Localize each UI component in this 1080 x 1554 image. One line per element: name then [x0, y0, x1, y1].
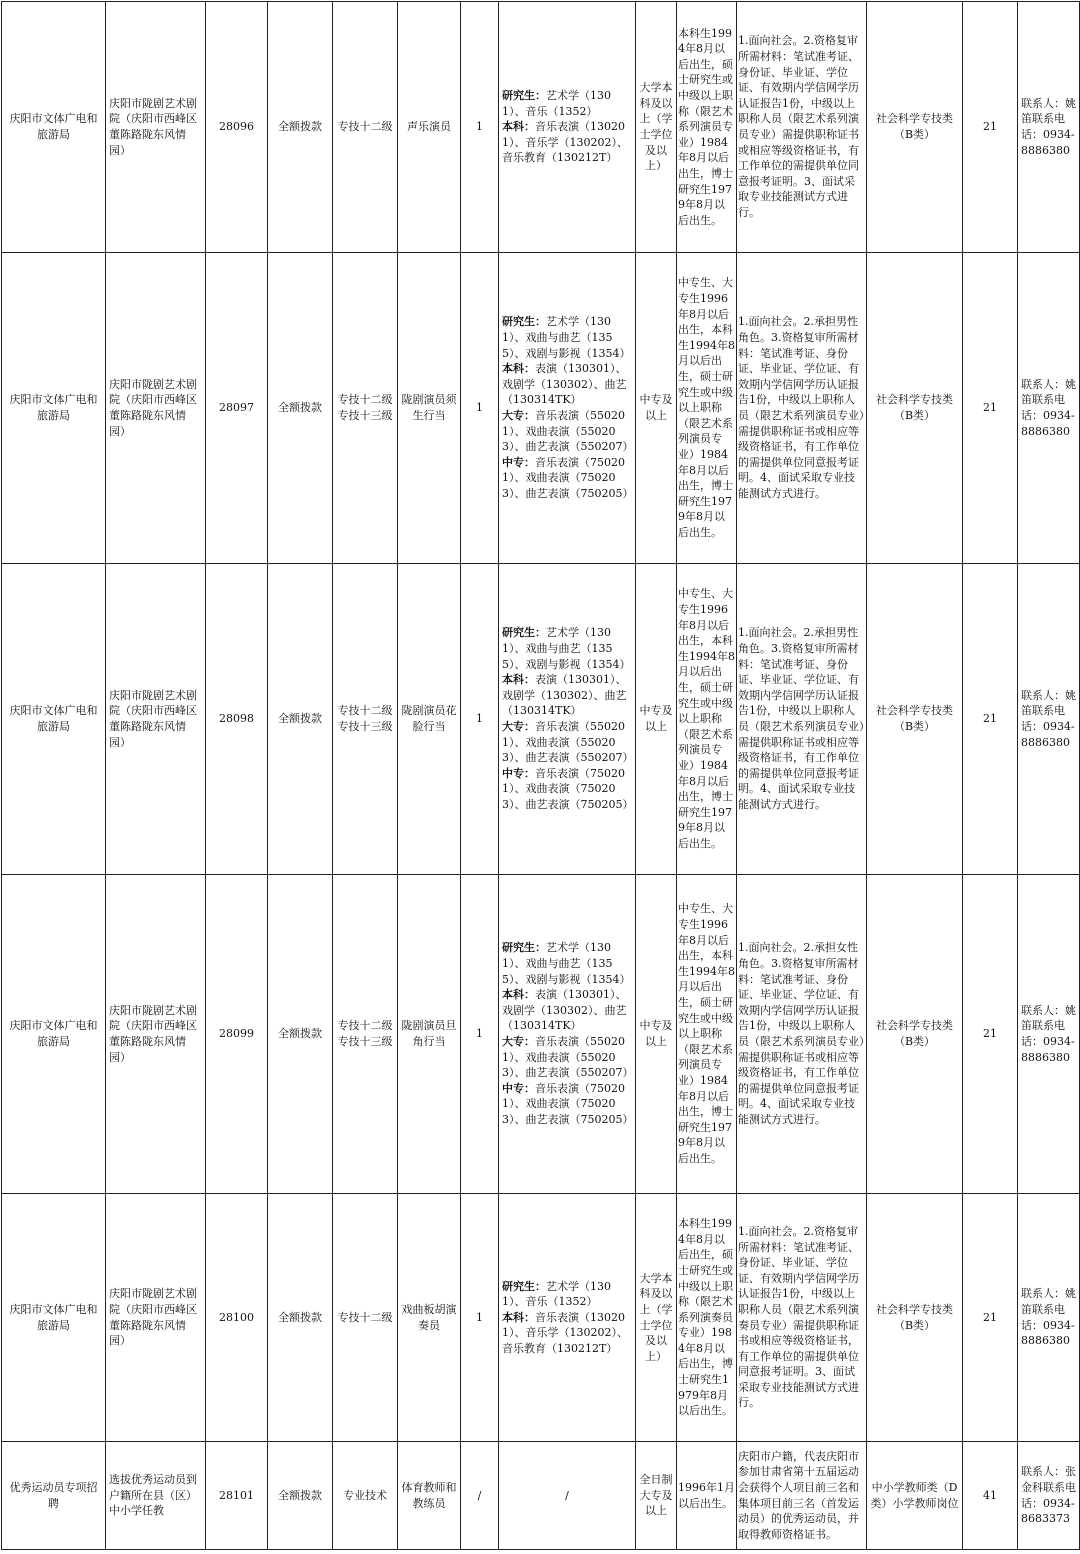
- exam-category-cell: 社会科学专技类（B类）: [867, 2, 963, 253]
- funding-cell: 全额拨款: [268, 564, 333, 875]
- requirements-cell: 1.面向社会。2.资格复审所需材料：笔试准考证、身份证、毕业证、学位证、有效期内学信网学历认证报告1份，中级以上职称人员（限艺术系列演员专业）需提供职称证书或相应等级资格证书，有工作单位的需提供单位同意报考证明。3、面试采取专业技能测试方式进行。: [737, 2, 867, 253]
- major-line: 研究生：艺术学（1301）、戏曲与曲艺（1355）、戏剧与影视（1354）: [502, 941, 631, 986]
- dept-cell: 庆阳市文体广电和旅游局: [2, 564, 106, 875]
- code-cell: 28097: [206, 253, 268, 564]
- major-line: 研究生：艺术学（1301）、音乐（1352）: [502, 1279, 611, 1309]
- exam-code-cell: 21: [963, 564, 1018, 875]
- contact-cell: 联系人：姚笛联系电话：0934-8886380: [1018, 2, 1080, 253]
- exam-code-cell: 21: [963, 2, 1018, 253]
- exam-category-cell: 社会科学专技类（B类）: [867, 1194, 963, 1442]
- unit-cell: 庆阳市陇剧艺术剧院（庆阳市西峰区董陈路陇东风情园）: [106, 875, 206, 1194]
- major-line: 中专：音乐表演（750201）、戏曲表演（750203）、曲艺表演（750205）: [502, 1081, 634, 1126]
- level-cell: 专技十二级专技十三级: [333, 564, 398, 875]
- position-cell: 陇剧演员花脸行当: [398, 564, 461, 875]
- dept-cell: 庆阳市文体广电和旅游局: [2, 875, 106, 1194]
- requirements-cell: 1.面向社会。2.承担男性角色。3.资格复审所需材料：笔试准考证、身份证、毕业证、学位证、有效期内学信网学历认证报告1份，中级以上职称人员（限艺术系列演员专业）需提供职称证书或相应等级资格证书，有工作单位的需提供单位同意报考证明。4、面试采取专业技能测试方式进行。: [737, 564, 867, 875]
- position-cell: 陇剧演员旦角行当: [398, 875, 461, 1194]
- funding-cell: 全额拨款: [268, 1442, 333, 1550]
- dept-cell: 优秀运动员专项招聘: [2, 1442, 106, 1550]
- count-cell: 1: [461, 875, 499, 1194]
- major-line: 研究生：艺术学（1301）、戏曲与曲艺（1355）、戏剧与影视（1354）: [502, 626, 631, 671]
- major-line: 本科：表演（130301）、戏剧学（130302）、曲艺（130314TK）: [502, 673, 627, 718]
- age-cell: 中专生、大专生1996年8月以后出生，本科生1994年8月以后出生，硕士研究生或中级以上职称（限艺术系列演员专业）1984年8月以后出生，博士研究生1979年8月以后出生。: [677, 253, 737, 564]
- major-line: 研究生：艺术学（1301）、戏曲与曲艺（1355）、戏剧与影视（1354）: [502, 315, 631, 360]
- education-cell: 大学本科及以上（学士学位及以上）: [636, 1194, 677, 1442]
- exam-category-cell: 中小学教师类（D类）小学教师岗位: [867, 1442, 963, 1550]
- count-cell: 1: [461, 253, 499, 564]
- funding-cell: 全额拨款: [268, 875, 333, 1194]
- unit-cell: 庆阳市陇剧艺术剧院（庆阳市西峰区董陈路陇东风情园）: [106, 253, 206, 564]
- majors-cell: /: [499, 1442, 636, 1550]
- education-cell: 大学本科及以上（学士学位及以上）: [636, 2, 677, 253]
- contact-cell: 联系人：姚笛联系电话：0934-8886380: [1018, 253, 1080, 564]
- education-cell: 全日制大专及以上: [636, 1442, 677, 1550]
- contact-cell: 联系人：姚笛联系电话：0934-8886380: [1018, 1194, 1080, 1442]
- unit-cell: 庆阳市陇剧艺术剧院（庆阳市西峰区董陈路陇东风情园）: [106, 564, 206, 875]
- majors-cell: [499, 875, 636, 1194]
- age-cell: 本科生1994年8月以后出生，硕士研究生或中级以上职称（限艺术系列演员专业）1984年8月以后出生，博士研究生1979年8月以后出生。: [677, 2, 737, 253]
- age-cell: 本科生1994年8月以后出生，硕士研究生或中级以上职称（限艺术系列演奏员专业）1984年8月以后出生，博士研究生1979年8月以后出生。: [677, 1194, 737, 1442]
- dept-cell: 庆阳市文体广电和旅游局: [2, 1194, 106, 1442]
- level-cell: 专技十二级: [333, 1194, 398, 1442]
- count-cell: /: [461, 1442, 499, 1550]
- contact-cell: 联系人：姚笛联系电话：0934-8886380: [1018, 564, 1080, 875]
- exam-category-cell: 社会科学专技类（B类）: [867, 253, 963, 564]
- major-line: 本科：音乐表演（130201）、音乐学（130202）、音乐教育（130212T）: [502, 120, 628, 165]
- requirements-cell: 1.面向社会。2.承担男性角色。3.资格复审所需材料：笔试准考证、身份证、毕业证、学位证、有效期内学信网学历认证报告1份，中级以上职称人员（限艺术系列演员专业）需提供职称证书或相应等级资格证书，有工作单位的需提供单位同意报考证明。4、面试采取专业技能测试方式进行。: [737, 253, 867, 564]
- education-cell: 中专及以上: [636, 875, 677, 1194]
- age-cell: 中专生、大专生1996年8月以后出生，本科生1994年8月以后出生，硕士研究生或中级以上职称（限艺术系列演员专业）1984年8月以后出生，博士研究生1979年8月以后出生。: [677, 875, 737, 1194]
- major-line: 大专：音乐表演（550201）、戏曲表演（550203）、曲艺表演（550207）: [502, 1035, 634, 1080]
- education-cell: 中专及以上: [636, 253, 677, 564]
- table-row: [2, 253, 1080, 564]
- count-cell: 1: [461, 2, 499, 253]
- count-cell: 1: [461, 1194, 499, 1442]
- major-line: 研究生：艺术学（1301）、音乐（1352）: [502, 89, 611, 118]
- table-row: [2, 875, 1080, 1194]
- majors-cell: [499, 564, 636, 875]
- code-cell: 28098: [206, 564, 268, 875]
- position-cell: 体育教师和教练员: [398, 1442, 461, 1550]
- funding-cell: 全额拨款: [268, 2, 333, 253]
- contact-cell: 联系人：姚笛联系电话：0934-8886380: [1018, 875, 1080, 1194]
- age-cell: 1996年1月以后出生。: [677, 1442, 737, 1550]
- level-cell: 专业技术: [333, 1442, 398, 1550]
- position-cell: 戏曲板胡演奏员: [398, 1194, 461, 1442]
- requirements-cell: 1.面向社会。2.承担女性角色。3.资格复审所需材料：笔试准考证、身份证、毕业证、学位证、有效期内学信网学历认证报告1份，中级以上职称人员（限艺术系列演员专业）需提供职称证书或相应等级资格证书，有工作单位的需提供单位同意报考证明。4、面试采取专业技能测试方式进行。: [737, 875, 867, 1194]
- unit-cell: 庆阳市陇剧艺术剧院（庆阳市西峰区董陈路陇东风情园）: [106, 1194, 206, 1442]
- level-cell: 专技十二级专技十三级: [333, 875, 398, 1194]
- education-cell: 中专及以上: [636, 564, 677, 875]
- exam-code-cell: 21: [963, 253, 1018, 564]
- exam-category-cell: 社会科学专技类（B类）: [867, 564, 963, 875]
- level-cell: 专技十二级专技十三级: [333, 253, 398, 564]
- majors-cell: [499, 253, 636, 564]
- code-cell: 28099: [206, 875, 268, 1194]
- exam-code-cell: 41: [963, 1442, 1018, 1550]
- code-cell: 28100: [206, 1194, 268, 1442]
- dept-cell: 庆阳市文体广电和旅游局: [2, 253, 106, 564]
- requirements-cell: 1.面向社会。2.资格复审所需材料：笔试准考证、身份证、毕业证、学位证、有效期内学信网学历认证报告1份，中级以上职称人员（限艺术系列演奏员专业）需提供职称证书或相应等级资格证书，有工作单位的需提供单位同意报考证明。3、面试采取专业技能测试方式进行。: [737, 1194, 867, 1442]
- table-row: [2, 1194, 1080, 1442]
- exam-code-cell: 21: [963, 1194, 1018, 1442]
- major-line: 本科：表演（130301）、戏剧学（130302）、曲艺（130314TK）: [502, 988, 627, 1033]
- contact-cell: 联系人：张金科联系电话：0934-8683373: [1018, 1442, 1080, 1550]
- major-line: 本科：表演（130301）、戏剧学（130302）、曲艺（130314TK）: [502, 362, 627, 407]
- unit-cell: 庆阳市陇剧艺术剧院（庆阳市西峰区董陈路陇东风情园）: [106, 2, 206, 253]
- requirements-cell: 庆阳市户籍，代表庆阳市参加甘肃省第十五届运动会获得个人项目前三名和集体项目前三名（首发运动员）的优秀运动员，并取得教师资格证书。: [737, 1442, 867, 1550]
- code-cell: 28096: [206, 2, 268, 253]
- exam-code-cell: 21: [963, 875, 1018, 1194]
- majors-cell: [499, 2, 636, 253]
- level-cell: 专技十二级: [333, 2, 398, 253]
- major-line: 大专：音乐表演（550201）、戏曲表演（550203）、曲艺表演（550207）: [502, 720, 634, 765]
- table-row: [2, 2, 1080, 253]
- count-cell: 1: [461, 564, 499, 875]
- exam-category-cell: 社会科学专技类（B类）: [867, 875, 963, 1194]
- position-cell: 陇剧演员须生行当: [398, 253, 461, 564]
- major-line: 大专：音乐表演（550201）、戏曲表演（550203）、曲艺表演（550207）: [502, 409, 634, 454]
- job-table: [1, 1, 1080, 1550]
- funding-cell: 全额拨款: [268, 1194, 333, 1442]
- majors-cell: [499, 1194, 636, 1442]
- table-row: [2, 564, 1080, 875]
- position-cell: 声乐演员: [398, 2, 461, 253]
- age-cell: 中专生、大专生1996年8月以后出生，本科生1994年8月以后出生，硕士研究生或中级以上职称（限艺术系列演员专业）1984年8月以后出生，博士研究生1979年8月以后出生。: [677, 564, 737, 875]
- code-cell: 28101: [206, 1442, 268, 1550]
- funding-cell: 全额拨款: [268, 253, 333, 564]
- major-line: 本科：音乐表演（130201）、音乐学（130202）、音乐教育（130212T）: [502, 1310, 628, 1355]
- dept-cell: 庆阳市文体广电和旅游局: [2, 2, 106, 253]
- major-line: 中专：音乐表演（750201）、戏曲表演（750203）、曲艺表演（750205）: [502, 766, 634, 811]
- major-line: 中专：音乐表演（750201）、戏曲表演（750203）、曲艺表演（750205）: [502, 455, 634, 500]
- table-row: [2, 1442, 1080, 1550]
- unit-cell: 选拔优秀运动员到户籍所在县（区）中小学任教: [106, 1442, 206, 1550]
